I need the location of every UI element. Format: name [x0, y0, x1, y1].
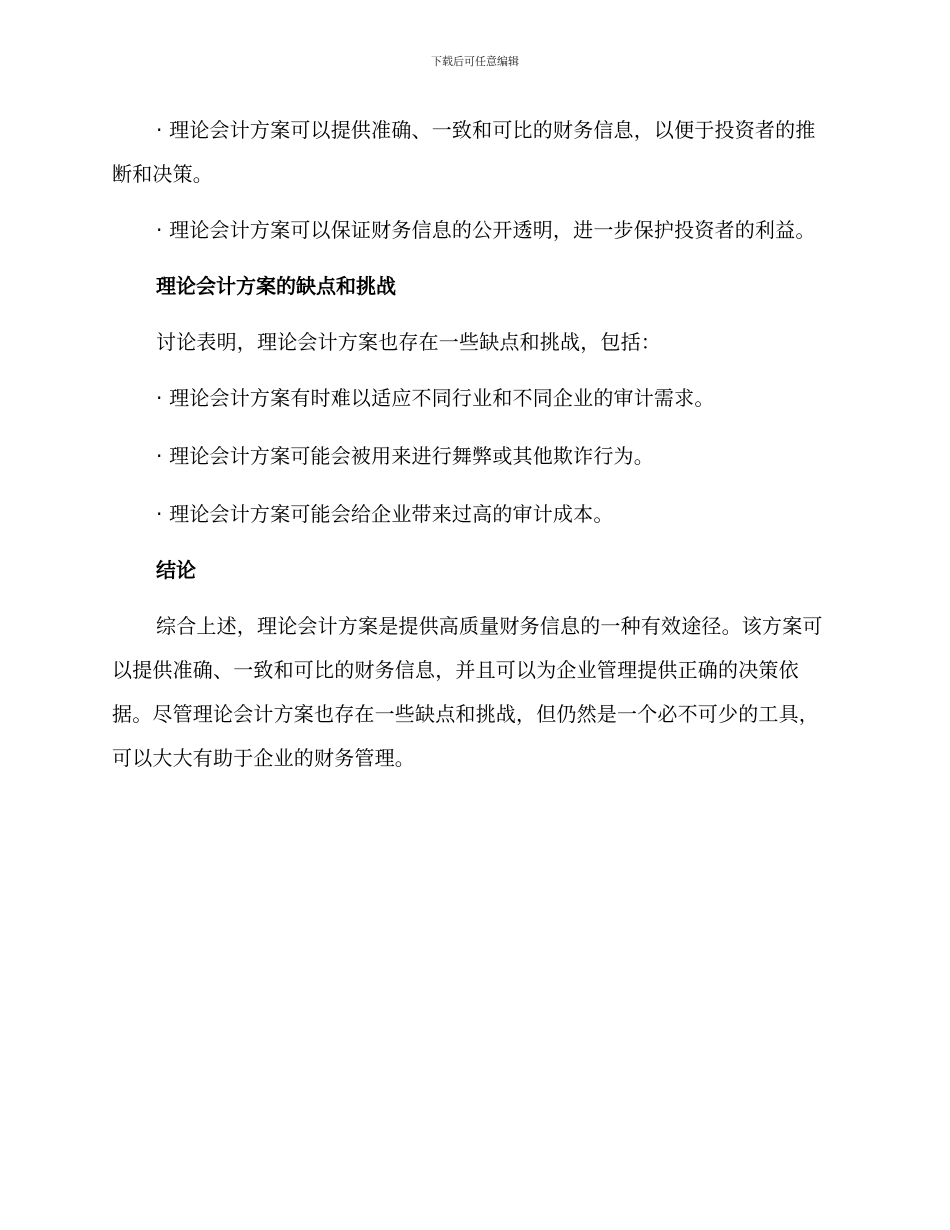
bullet-paragraph-audit-cost: · 理论会计方案可能会给企业带来过高的审计成本。 [156, 502, 614, 526]
bullet-paragraph-industry-fit: · 理论会计方案有时难以适应不同行业和不同企业的审计需求。 [156, 386, 715, 410]
bullet-paragraph-fraud-risk: · 理论会计方案可能会被用来进行舞弊或其他欺诈行为。 [156, 444, 654, 468]
intro-paragraph-drawbacks: 讨论表明，理论会计方案也存在一些缺点和挑战，包括： [156, 330, 661, 354]
conclusion-paragraph: 综合上述，理论会计方案是提供高质量财务信息的一种有效途径。该方案可以提供准确、一致和可比的财务信息，并且可以为企业管理提供正确的决策依据。尽管理论会计方案也存在一些缺点和挑战，但仍然是一个必不可少的工具，可以大大有助于企业的财务管理。 [112, 614, 823, 770]
document-body [112, 108, 832, 780]
page-header-note: 下载后可任意编辑 [431, 55, 519, 68]
bullet-paragraph-accurate-info: · 理论会计方案可以提供准确、一致和可比的财务信息，以便于投资者的推断和决策。 [112, 118, 816, 186]
section-heading-conclusion: 结论 [156, 558, 196, 582]
section-heading-drawbacks: 理论会计方案的缺点和挑战 [156, 274, 396, 298]
bullet-paragraph-transparency: · 理论会计方案可以保证财务信息的公开透明，进一步保护投资者的利益。 [156, 218, 816, 242]
